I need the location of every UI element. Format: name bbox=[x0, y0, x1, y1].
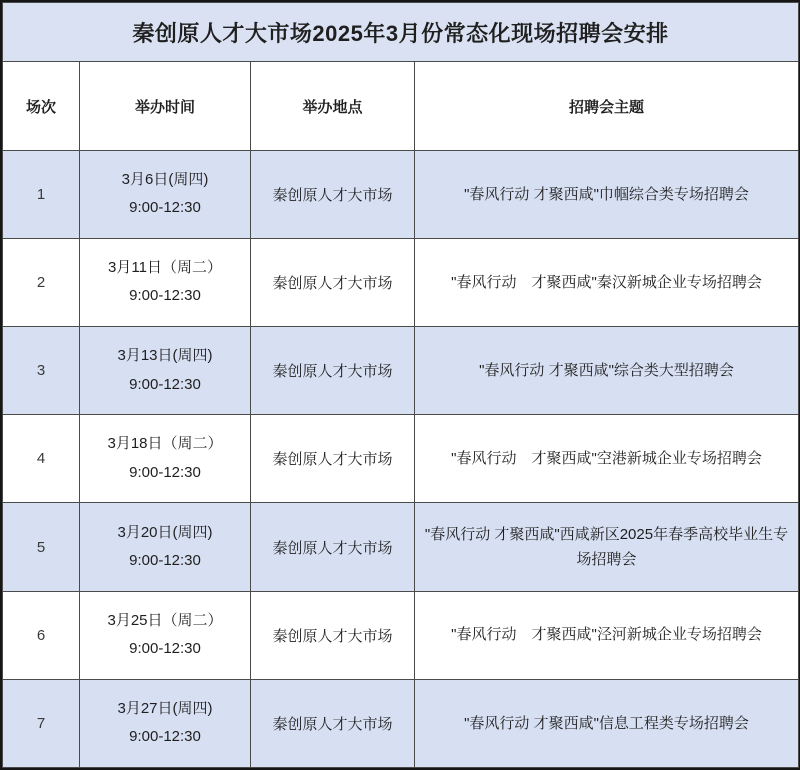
table-row bbox=[3, 591, 799, 679]
title-row bbox=[3, 3, 799, 62]
event-time bbox=[80, 679, 251, 767]
session-number: 2 bbox=[3, 238, 80, 326]
event-date: 3月18日（周二） bbox=[107, 435, 223, 453]
event-date: 3月11日（周二） bbox=[108, 258, 222, 276]
table-row bbox=[3, 238, 799, 326]
event-hours: 9:00-12:30 bbox=[129, 375, 201, 393]
session-number: 3 bbox=[3, 327, 80, 415]
event-location: 秦创原人才大市场 bbox=[251, 327, 415, 415]
event-hours: 9:00-12:30 bbox=[129, 199, 201, 217]
event-date: 3月6日(周四) bbox=[121, 170, 209, 188]
event-hours: 9:00-12:30 bbox=[129, 287, 201, 305]
event-hours: 9:00-12:30 bbox=[129, 728, 201, 746]
event-time bbox=[80, 591, 251, 679]
event-theme: "春风行动 才聚西咸"泾河新城企业专场招聘会 bbox=[415, 591, 799, 679]
event-theme: "春风行动 才聚西咸"巾帼综合类专场招聘会 bbox=[415, 150, 799, 238]
event-location: 秦创原人才大市场 bbox=[251, 150, 415, 238]
event-theme: "春风行动 才聚西咸"信息工程类专场招聘会 bbox=[415, 679, 799, 767]
event-location: 秦创原人才大市场 bbox=[251, 503, 415, 591]
event-location: 秦创原人才大市场 bbox=[251, 591, 415, 679]
event-theme: "春风行动 才聚西咸"空港新城企业专场招聘会 bbox=[415, 415, 799, 503]
event-hours: 9:00-12:30 bbox=[129, 640, 201, 658]
column-header-time: 举办时间 bbox=[80, 62, 251, 150]
page-title: 秦创原人才大市场2025年3月份常态化现场招聘会安排 bbox=[3, 3, 799, 62]
event-date: 3月27日(周四) bbox=[117, 699, 213, 717]
table-row bbox=[3, 327, 799, 415]
session-number: 1 bbox=[3, 150, 80, 238]
event-location: 秦创原人才大市场 bbox=[251, 238, 415, 326]
event-hours: 9:00-12:30 bbox=[129, 463, 201, 481]
event-hours: 9:00-12:30 bbox=[129, 552, 201, 569]
schedule-table bbox=[2, 2, 799, 768]
event-date: 3月25日（周二） bbox=[107, 611, 223, 629]
table-row bbox=[3, 415, 799, 503]
session-number: 5 bbox=[3, 503, 80, 591]
column-header-theme: 招聘会主题 bbox=[415, 62, 799, 150]
session-number: 6 bbox=[3, 591, 80, 679]
session-number: 7 bbox=[3, 679, 80, 767]
event-location: 秦创原人才大市场 bbox=[251, 415, 415, 503]
event-theme: "春风行动 才聚西咸"综合类大型招聘会 bbox=[415, 327, 799, 415]
event-theme: "春风行动 才聚西咸"西咸新区2025年春季高校毕业生专场招聘会 bbox=[415, 503, 799, 591]
event-theme: "春风行动 才聚西咸"秦汉新城企业专场招聘会 bbox=[415, 238, 799, 326]
event-date: 3月20日(周四) bbox=[117, 523, 213, 541]
event-time bbox=[80, 150, 251, 238]
session-number: 4 bbox=[3, 415, 80, 503]
table-header-row bbox=[3, 62, 799, 150]
event-location: 秦创原人才大市场 bbox=[251, 679, 415, 767]
table-row bbox=[3, 150, 799, 238]
table-row bbox=[3, 679, 799, 767]
column-header-session: 场次 bbox=[3, 62, 80, 150]
event-time bbox=[80, 238, 251, 326]
event-time bbox=[80, 327, 251, 415]
event-date: 3月13日(周四) bbox=[117, 347, 213, 365]
event-time bbox=[80, 503, 251, 591]
event-time bbox=[80, 415, 251, 503]
column-header-location: 举办地点 bbox=[251, 62, 415, 150]
table-row bbox=[3, 503, 799, 591]
